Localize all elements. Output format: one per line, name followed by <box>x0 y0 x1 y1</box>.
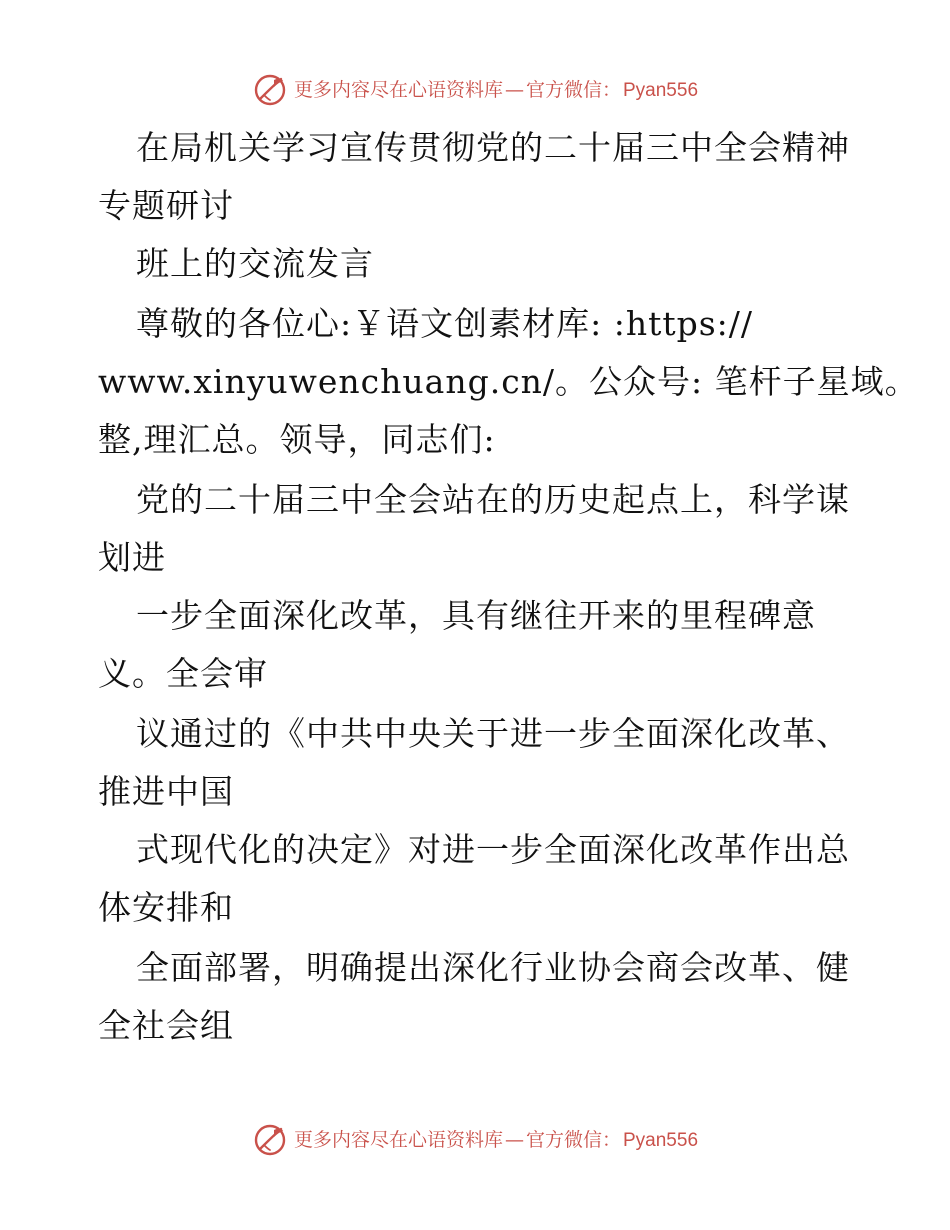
banner-text <box>293 78 699 101</box>
quill-seal-icon <box>252 1122 288 1158</box>
paragraph-line: 尊敬的各位心:￥语文创素材库: :https:// <box>136 304 754 343</box>
paragraph-line: www.xinyuwenchuang.cn/。公众号: 笔杆子星域。 <box>98 362 919 401</box>
top-watermark-banner <box>0 68 950 112</box>
paragraph-line: 式现代化的决定》对进一步全面深化改革作出总 <box>136 830 850 869</box>
banner-wechat-label: 官方微信： <box>525 1128 621 1151</box>
banner-text <box>293 1128 699 1151</box>
quill-seal-icon <box>252 72 288 108</box>
paragraph-line: 体安排和 <box>98 888 234 927</box>
banner-main-text: 更多内容尽在心语资料库 <box>293 1128 503 1151</box>
paragraph-line: 议通过的《中共中央关于进一步全面深化改革、 <box>136 714 850 753</box>
paragraph-line: 推进中国 <box>98 772 234 811</box>
paragraph-line: 义。全会审 <box>98 654 268 693</box>
banner-separator: — <box>504 78 524 101</box>
banner-main-text: 更多内容尽在心语资料库 <box>293 78 503 101</box>
banner-wechat-id: Pyan556 <box>623 79 699 101</box>
paragraph-line: 全社会组 <box>98 1006 234 1045</box>
paragraph-line: 全面部署，明确提出深化行业协会商会改革、健 <box>136 948 850 987</box>
paragraph-line: 一步全面深化改革，具有继往开来的里程碑意 <box>136 596 816 635</box>
banner-wechat-id: Pyan556 <box>623 1129 699 1151</box>
paragraph-line: 划进 <box>98 538 166 577</box>
document-title-line-1: 在局机关学习宣传贯彻党的二十届三中全会精神 <box>136 128 850 167</box>
paragraph-line: 党的二十届三中全会站在的历史起点上，科学谋 <box>136 480 850 519</box>
bottom-watermark-banner <box>0 1118 950 1162</box>
paragraph-line: 整,理汇总。领导，同志们: <box>98 420 496 459</box>
document-subtitle: 班上的交流发言 <box>136 244 374 283</box>
banner-wechat-label: 官方微信： <box>525 78 621 101</box>
document-title-line-2: 专题研讨 <box>98 186 234 225</box>
banner-separator: — <box>504 1128 524 1151</box>
